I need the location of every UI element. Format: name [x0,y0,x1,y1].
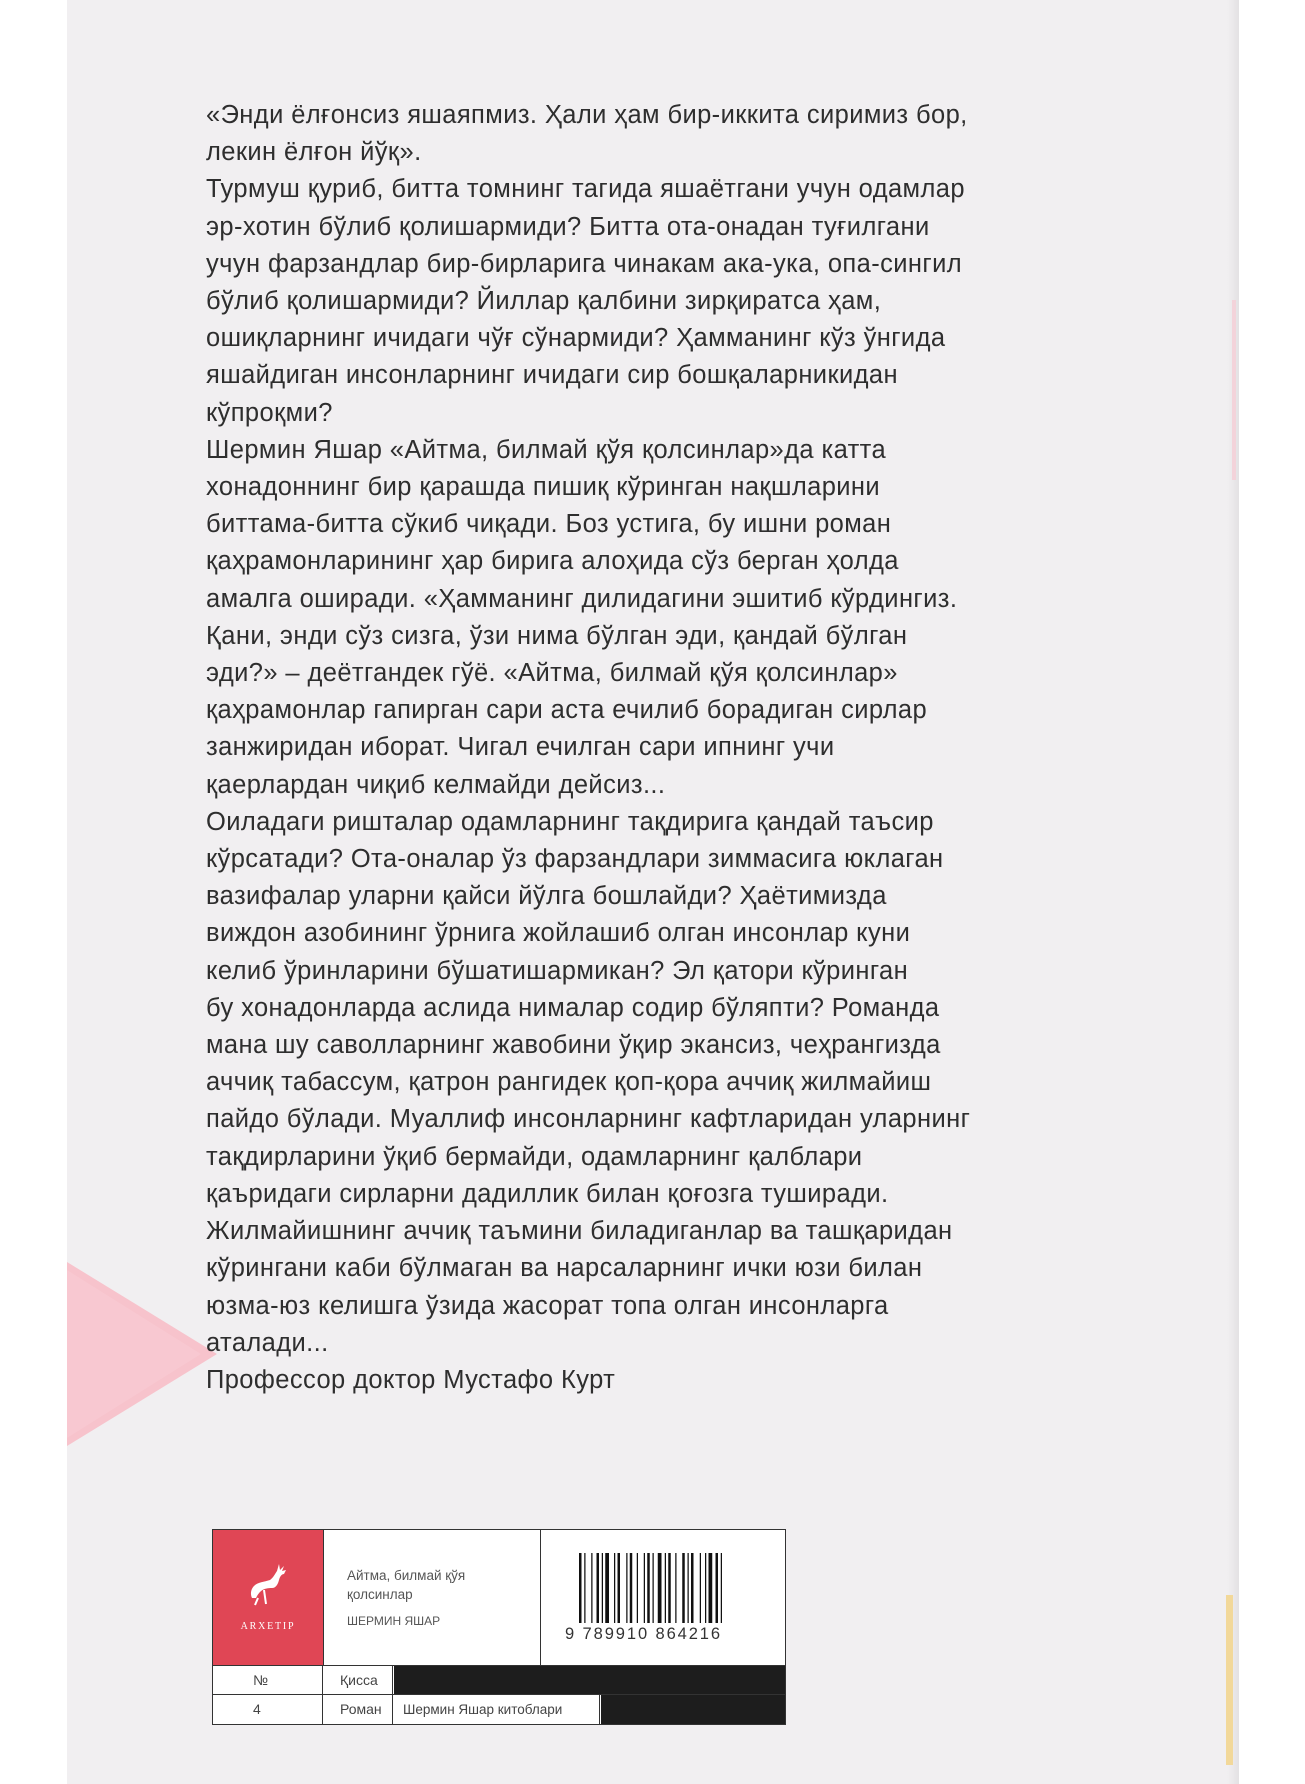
blurb-line: Турмуш қуриб, битта томнинг тагида яшаётгани учун одамлар [206,175,965,204]
book-author: ШЕРМИН ЯШАР [347,1614,441,1628]
blurb-line: эди?» – деётгандек гўё. «Айтма, билмай қўя қолсинлар» [206,659,898,688]
blurb-line: хонадоннинг бир қарашда пишиқ кўринган нақшларини [206,473,881,502]
publisher-logo [213,1530,324,1665]
blurb-line: аччиқ табассум, қатрон рангидек қоп-қора аччиқ жилмайиш [206,1068,932,1097]
book-info-panel [212,1529,786,1725]
number-value: 4 [213,1695,323,1724]
back-cover-blurb [206,97,1036,1399]
pink-triangle-highlight [67,1270,201,1438]
blurb-line: вазифалар уларни қайси йўлга бошлайди? Ҳаётимизда [206,882,887,911]
blurb-line: қаъридаги сирларни дадиллик билан қоғозга туширади. [206,1179,889,1208]
black-bar [394,1666,785,1695]
blurb-line: Шермин Яшар «Айтма, билмай қўя қолсинлар»да катта [206,435,887,464]
blurb-line: қаерлардан чиқиб келмайди дейсиз... [206,770,666,799]
blurb-line: виждон азобининг ўрнига жойлашиб олган инсонлар куни [206,919,911,948]
blurb-line: юзма-юз келишга ўзида жасорат топа олган инсонларга [206,1291,889,1320]
book-title [347,1566,465,1604]
blurb-line: «Энди ёлғонсиз яшаяпмиз. Ҳали ҳам бир-иккита сиримиз бор, [206,101,968,129]
book-title-block [324,1530,541,1665]
publisher-name: ARXETIP [240,1621,296,1632]
blurb-line: бўлиб қолишармиди? Йиллар қалбини зирқиратса ҳам, [206,287,882,316]
blurb-line: ошиқларнинг ичидаги чўғ сўнармиди? Ҳамманинг кўз ўнгида [206,324,946,353]
blurb-line: тақдирларини ўқиб бермайди, одамларнинг қалблари [206,1142,863,1171]
blurb-line: кўрсатади? Ота-оналар ўз фарзандлари зиммасига юклаган [206,845,944,874]
black-bar [601,1695,785,1724]
blurb-line: яшайдиган инсонларнинг ичидаги сир бошқаларникидан [206,361,898,390]
blurb-line: эр-хотин бўлиб қолишармиди? Битта ота-онадан туғилгани [206,212,930,241]
blurb-line: Жилмайишнинг аччиқ таъмини биладиганлар ва ташқаридан [206,1217,953,1246]
blurb-line: Қани, энди сўз сизга, ўзи нима бўлган эди, қандай бўлган [206,621,908,650]
deer-icon [246,1558,290,1606]
blurb-line: қаҳрамонларининг ҳар бирига алоҳида сўз берган ҳолда [206,547,899,576]
cover-edge-shadow [1227,0,1239,1784]
book-title-line: қолсинлар [347,1587,413,1602]
blurb-line: аталади... [206,1328,329,1357]
blurb-line: биттама-битта сўкиб чиқади. Боз устига, бу ишни роман [206,510,892,539]
barcode-block [541,1530,785,1665]
blurb-signature: Профессор доктор Мустафо Курт [206,1365,616,1394]
blurb-line: кўпроқми? [206,398,333,427]
blurb-line: учун фарзандлар бир-бирларига чинакам ака-ука, опа-сингил [206,249,963,278]
blurb-line: кўрингани каби бўлмаган ва нарсаларнинг ички юзи билан [206,1254,923,1283]
info-row [213,1665,785,1695]
isbn-number: 9 789910 864216 [565,1625,722,1643]
blurb-line: бу хонадонларда аслида нималар содир бўляпти? Романда [206,993,940,1022]
barcode-icon [579,1553,764,1623]
blurb-line: лекин ёлғон йўқ». [206,138,422,167]
blurb-line: мана шу саволларнинг жавобини ўқир экансиз, чеҳрангизда [206,1031,941,1060]
blurb-line: келиб ўринларини бўшатишармикан? Эл қатори кўринган [206,956,909,985]
page-edge-pink [1232,300,1236,480]
blurb-line: қаҳрамонлар гапирган сари аста ечилиб борадиган сирлар [206,696,928,725]
number-label: № [213,1666,323,1695]
blurb-line: Оиладаги ришталар одамларнинг тақдирига қандай таъсир [206,807,934,836]
book-title-line: Айтма, билмай қўя [347,1568,466,1583]
blurb-line: амалга оширади. «Ҳамманинг дилидагини эшитиб кўрдингиз. [206,584,958,613]
genre-label: Қисса [324,1666,393,1695]
series-name: Шермин Яшар китоблари [394,1695,600,1724]
page-edge-yellow [1226,1595,1233,1765]
blurb-line: пайдо бўлади. Муаллиф инсонларнинг кафтларидан уларнинг [206,1105,971,1134]
blurb-line: занжиридан иборат. Чигал ечилган сари ипнинг учи [206,733,835,762]
genre-value: Роман [324,1695,393,1724]
info-row [213,1694,785,1724]
